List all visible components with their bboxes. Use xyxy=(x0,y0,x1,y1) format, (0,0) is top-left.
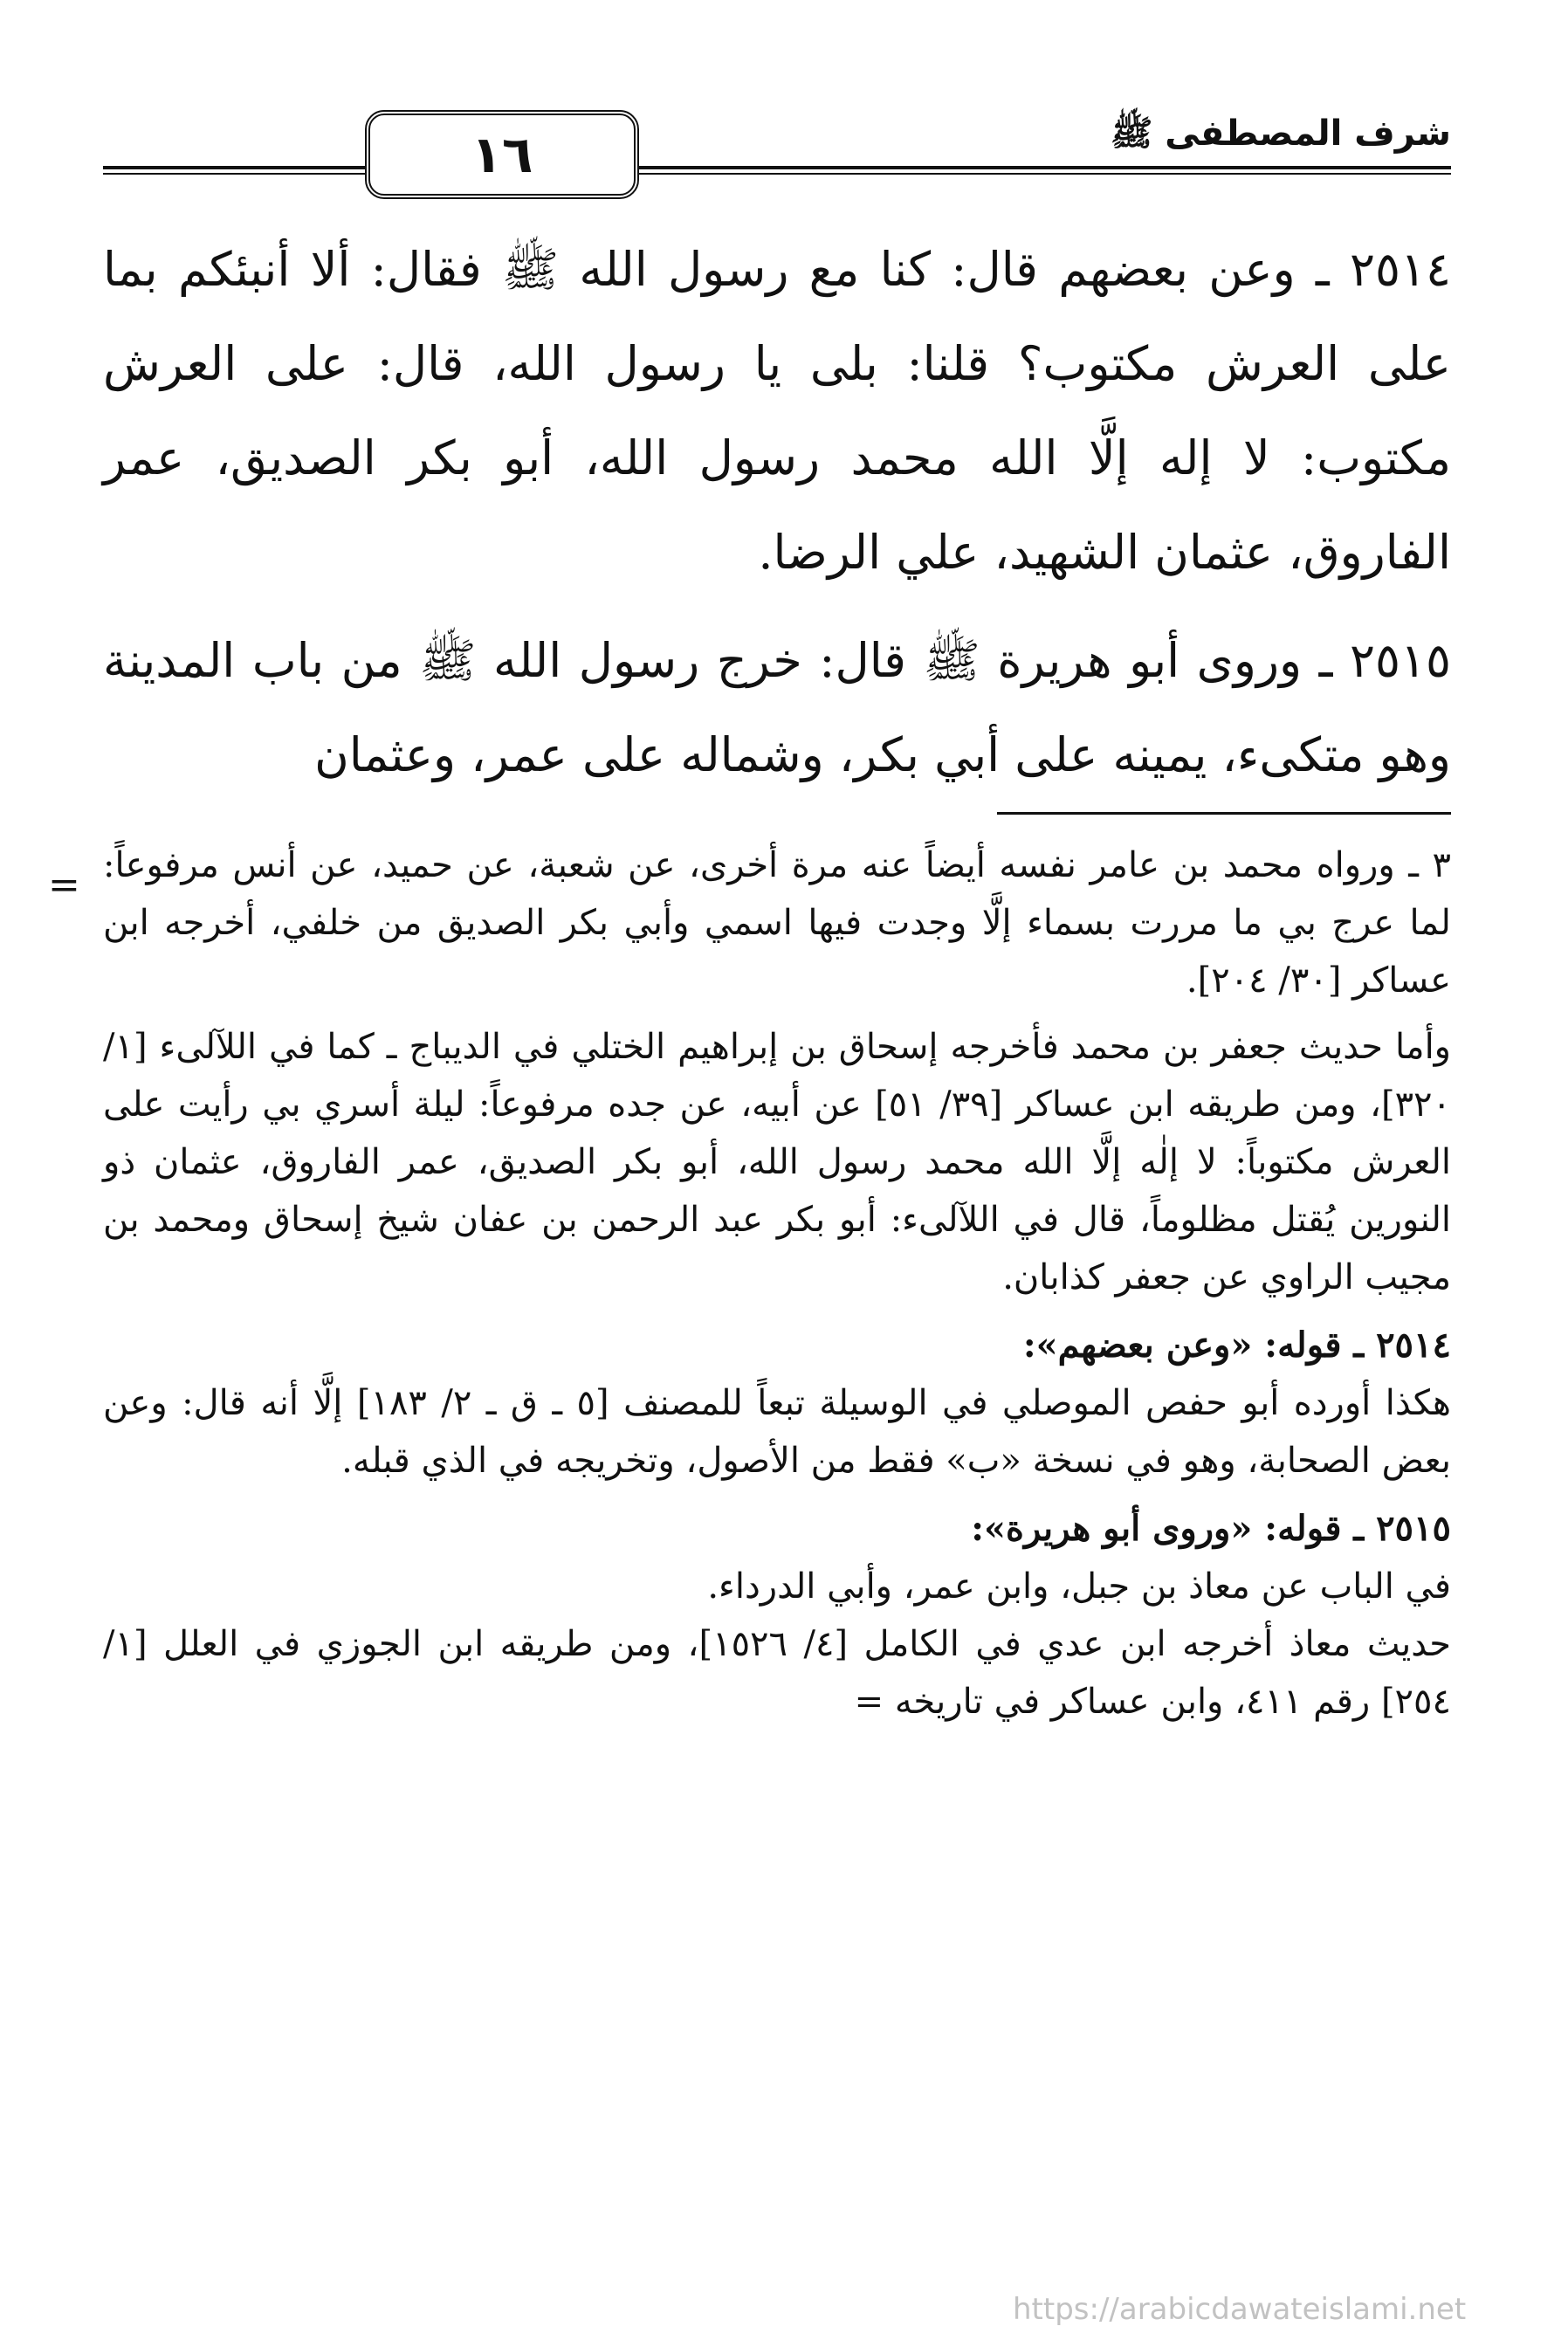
page-header xyxy=(103,94,1451,190)
continuation-mark: = xyxy=(48,863,80,907)
footnote-body-2515-b: حديث معاذ أخرجه ابن عدي في الكامل [٤/ ١٥٢٦]، ومن طريقه ابن الجوزي في العلل [١/ ٢٥٤] رقم ٤١١، وابن عساكر في تاريخه = xyxy=(103,1624,1452,1722)
footnote-body-2514: هكذا أورده أبو حفص الموصلي في الوسيلة تبعاً للمصنف [٥ ـ ق ـ ٢/ ١٨٣] إلَّا أنه قال: وعن بعض الصحابة، وهو في نسخة «ب» فقط من الأصول، وتخريجه في الذي قبله. xyxy=(103,1383,1451,1481)
footnotes xyxy=(103,836,1451,1731)
footnote-separator xyxy=(997,812,1451,815)
page-number: ١٦ xyxy=(365,110,639,199)
hadith-2514: ٢٥١٤ ـ وعن بعضهم قال: كنا مع رسول الله ﷺ فقال: ألا أنبئكم بما على العرش مكتوب؟ قلنا: بلى يا رسول الله، قال: على العرش مكتوب: لا إله إلَّا الله محمد رسول الله، أبو بكر الصديق، عمر الفاروق، عثمان الشهيد، علي الرضا. xyxy=(103,242,1451,580)
main-text xyxy=(103,223,1451,816)
footnote-jafar-hadith: وأما حديث جعفر بن محمد فأخرجه إسحاق بن إبراهيم الختلي في الديباج ـ كما في اللآلىء [١/ ٣٢٠]، ومن طريقه ابن عساكر [٣٩/ ٥١] عن أبيه، عن جده مرفوعاً: ليلة أسري بي رأيت على العرش مكتوباً: لا إلٰه إلَّا الله محمد رسول الله، أبو بكر الصديق، عمر الفاروق، عثمان ذو النورين يُقتل مظلوماً، قال في اللآلىء: أبو بكر عبد الرحمن بن عفان شيخ إسحاق ومحمد بن مجيب الراوي عن جعفر كذابان. xyxy=(103,1027,1452,1297)
footnote-title-2515: ٢٥١٥ ـ قوله: «وروى أبو هريرة»: xyxy=(971,1508,1451,1549)
footnote-title-2514: ٢٥١٤ ـ قوله: «وعن بعضهم»: xyxy=(1022,1325,1451,1366)
hadith-2515: ٢٥١٥ ـ وروى أبو هريرة ﷺ قال: خرج رسول الله ﷺ من باب المدينة وهو متكىء، يمينه على أبي بكر، وشماله على عمر، وعثمان xyxy=(103,633,1451,782)
header-rule xyxy=(103,166,1451,175)
footnote-body-2515-a: في الباب عن معاذ بن جبل، وابن عمر، وأبي الدرداء. xyxy=(707,1566,1451,1607)
watermark-url: https://arabicdawateislami.net xyxy=(1013,2292,1467,2327)
running-title: شرف المصطفى ﷺ xyxy=(1110,114,1451,154)
footnote-3: ٣ ـ ورواه محمد بن عامر نفسه أيضاً عنه مرة أخرى، عن شعبة، عن حميد، عن أنس مرفوعاً: لما عرج بي ما مررت بسماء إلَّا وجدت فيها اسمي وأبي بكر الصديق من خلفي، أخرجه ابن عساكر [٣٠/ ٢٠٤]. xyxy=(103,845,1451,1001)
